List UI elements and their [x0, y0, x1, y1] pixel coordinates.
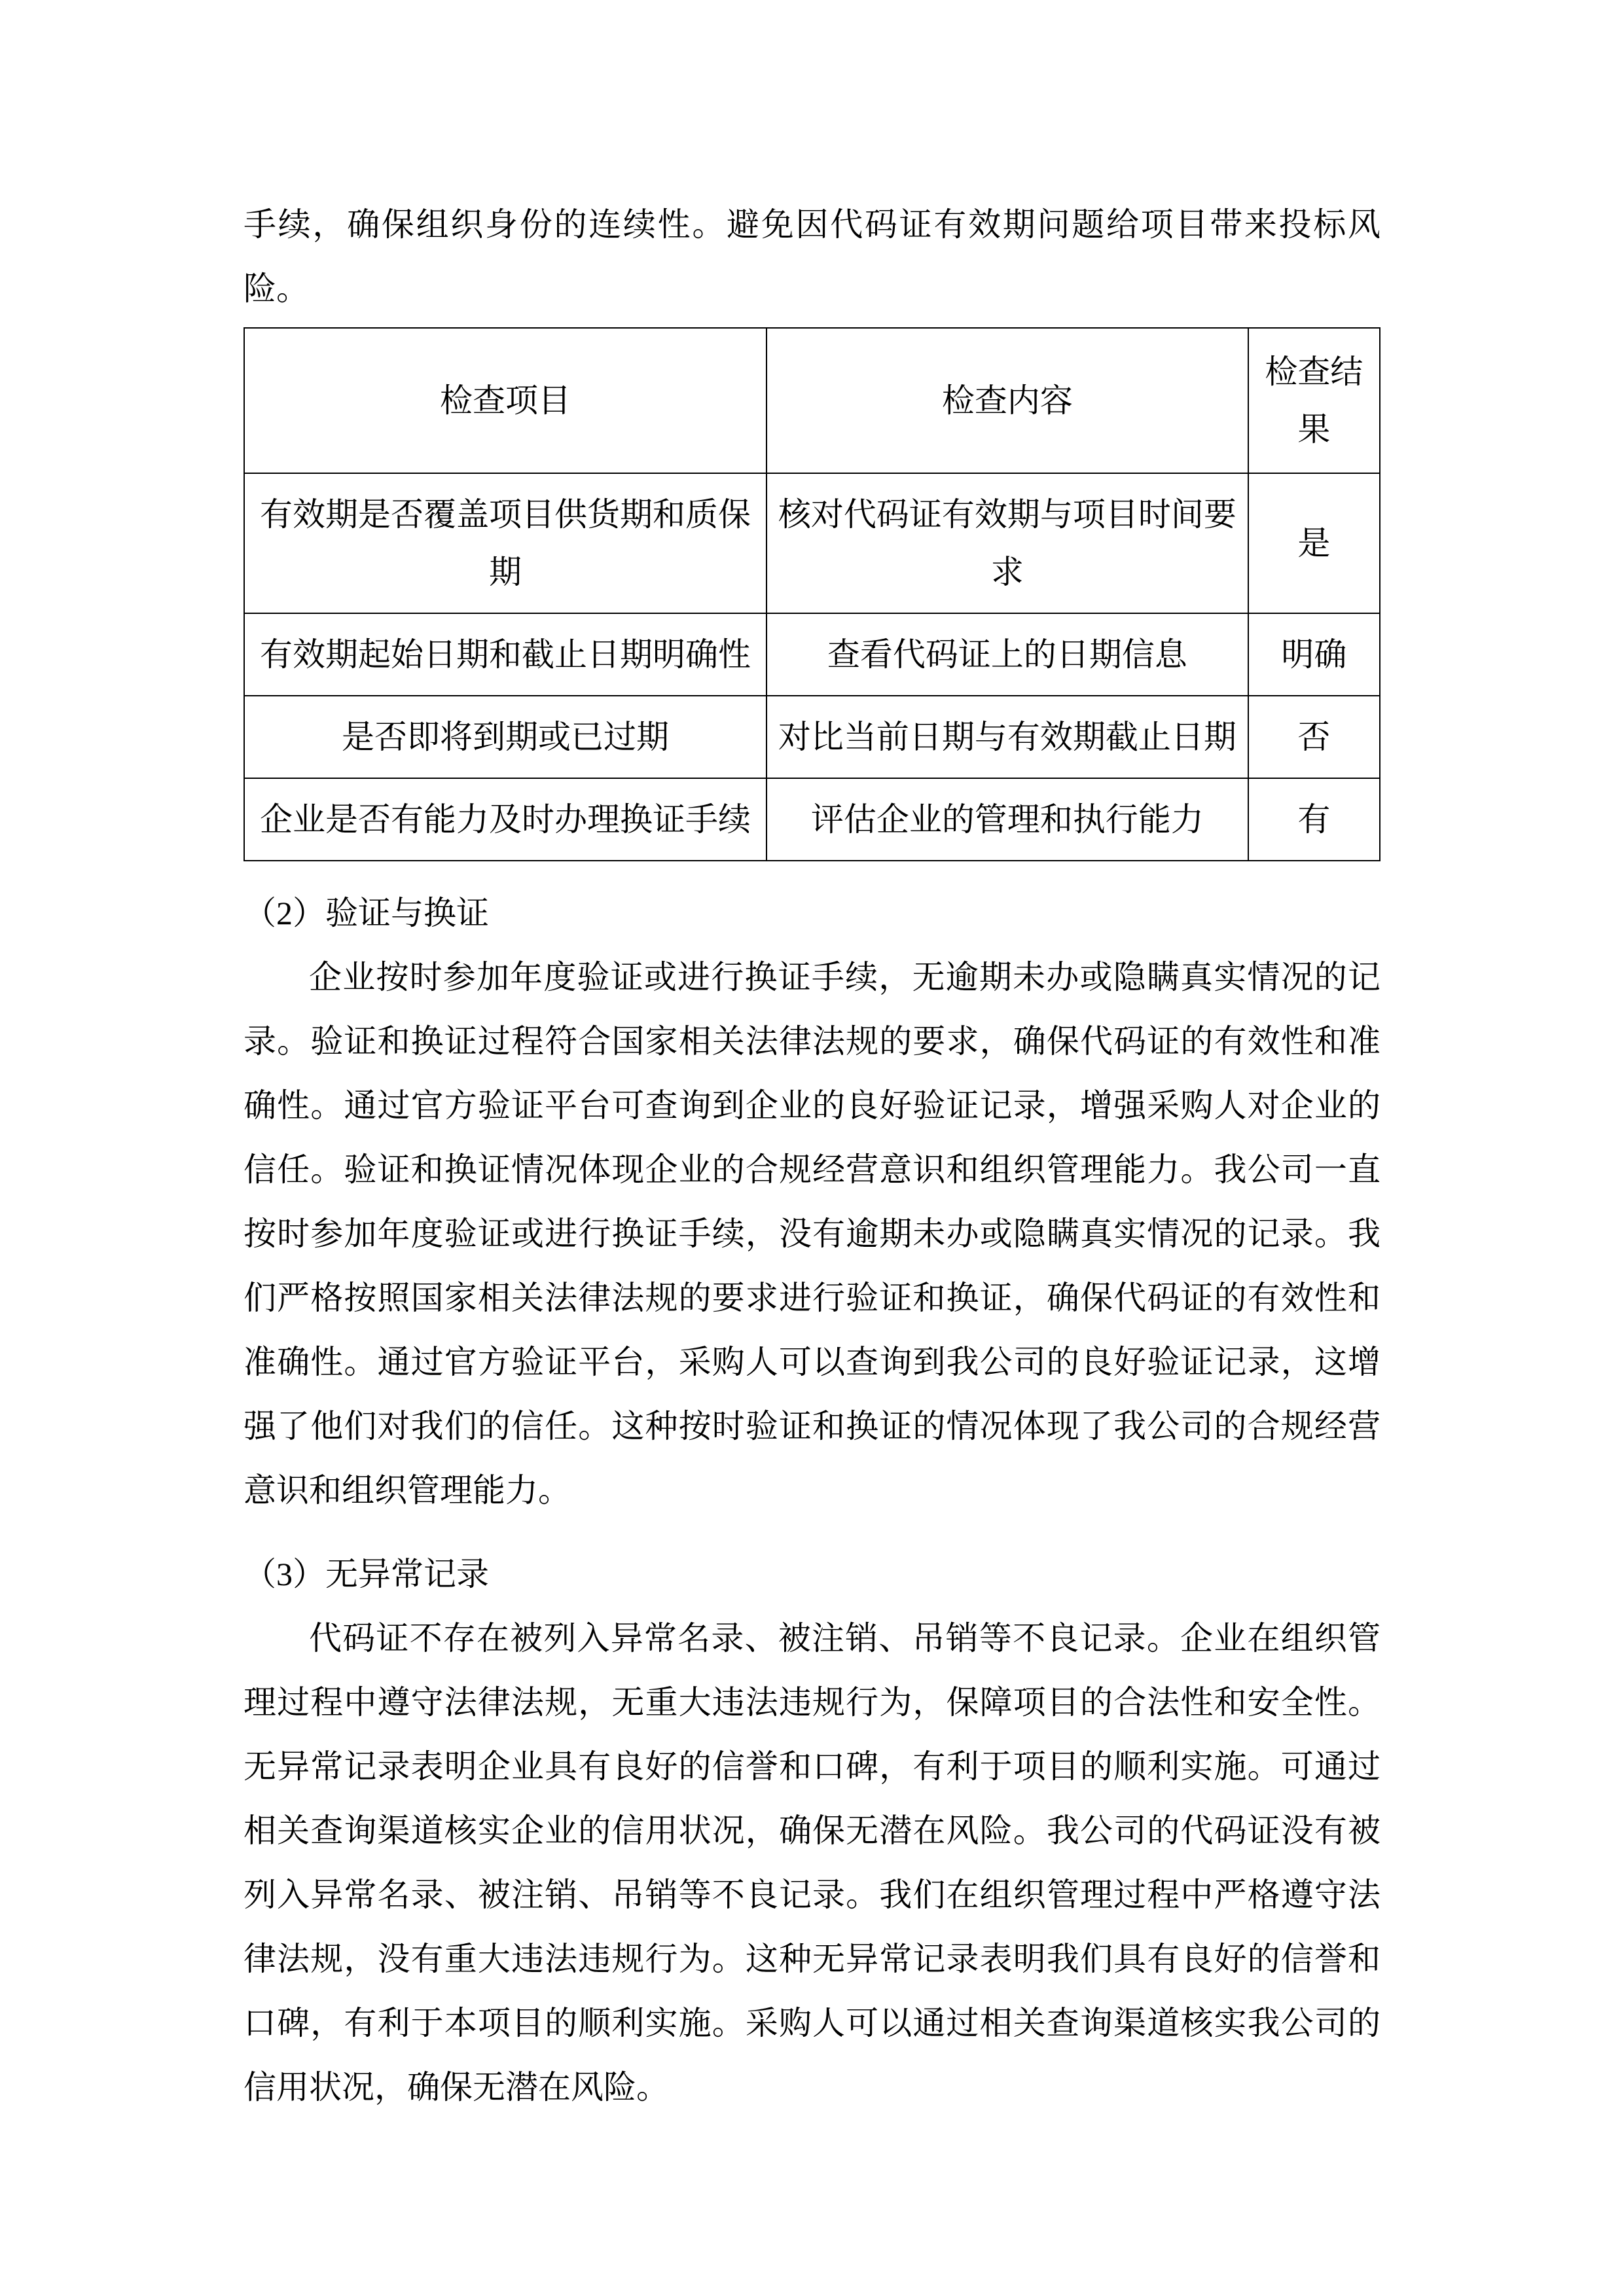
column-header-check-content: 检查内容	[767, 328, 1248, 473]
table-body	[244, 473, 1380, 861]
column-header-check-item: 检查项目	[244, 328, 767, 473]
table-row	[244, 778, 1380, 861]
cell-check-result: 是	[1248, 473, 1380, 613]
cell-check-result: 有	[1248, 778, 1380, 861]
inspection-table	[244, 327, 1380, 861]
table-row	[244, 613, 1380, 696]
cell-check-result: 明确	[1248, 613, 1380, 696]
cell-check-content: 评估企业的管理和执行能力	[767, 778, 1248, 861]
table-header	[244, 328, 1380, 473]
section-heading-verification: （2）验证与换证	[244, 895, 489, 931]
cell-check-item: 有效期是否覆盖项目供货期和质保期	[244, 473, 767, 613]
section-body-no-abnormal-record: 代码证不存在被列入异常名录、被注销、吊销等不良记录。企业在组织管理过程中遵守法律法规，无重大违法违规行为，保障项目的合法性和安全性。无异常记录表明企业具有良好的信誉和口碑，有利于项目的顺利实施。可通过相关查询渠道核实企业的信用状况，确保无潜在风险。我公司的代码证没有被列入异常名录、被注销、吊销等不良记录。我们在组织管理过程中严格遵守法律法规，没有重大违法违规行为。这种无异常记录表明我们具有良好的信誉和口碑，有利于本项目的顺利实施。采购人可以通过相关查询渠道核实我公司的信用状况，确保无潜在风险。	[244, 1620, 1380, 2106]
section-verification	[244, 881, 1380, 1522]
section-body-verification: 企业按时参加年度验证或进行换证手续，无逾期未办或隐瞒真实情况的记录。验证和换证过程符合国家相关法律法规的要求，确保代码证的有效性和准确性。通过官方验证平台可查询到企业的良好验证记录，增强采购人对企业的信任。验证和换证情况体现企业的合规经营意识和组织管理能力。我公司一直按时参加年度验证或进行换证手续，没有逾期未办或隐瞒真实情况的记录。我们严格按照国家相关法律法规的要求进行验证和换证，确保代码证的有效性和准确性。通过官方验证平台，采购人可以查询到我公司的良好验证记录，这增强了他们对我们的信任。这种按时验证和换证的情况体现了我公司的合规经营意识和组织管理能力。	[244, 959, 1380, 1509]
cell-check-content: 对比当前日期与有效期截止日期	[767, 696, 1248, 778]
column-header-check-result: 检查结果	[1248, 328, 1380, 473]
table-header-row	[244, 328, 1380, 473]
cell-check-result: 否	[1248, 696, 1380, 778]
section-no-abnormal-record	[244, 1542, 1380, 2119]
intro-paragraph: 手续，确保组织身份的连续性。避免因代码证有效期问题给项目带来投标风险。	[244, 206, 1380, 307]
cell-check-item: 企业是否有能力及时办理换证手续	[244, 778, 767, 861]
table-row	[244, 473, 1380, 613]
cell-check-item: 是否即将到期或已过期	[244, 696, 767, 778]
table-row	[244, 696, 1380, 778]
section-heading-no-abnormal-record: （3）无异常记录	[244, 1556, 489, 1592]
cell-check-content: 核对代码证有效期与项目时间要求	[767, 473, 1248, 613]
cell-check-content: 查看代码证上的日期信息	[767, 613, 1248, 696]
cell-check-item: 有效期起始日期和截止日期明确性	[244, 613, 767, 696]
